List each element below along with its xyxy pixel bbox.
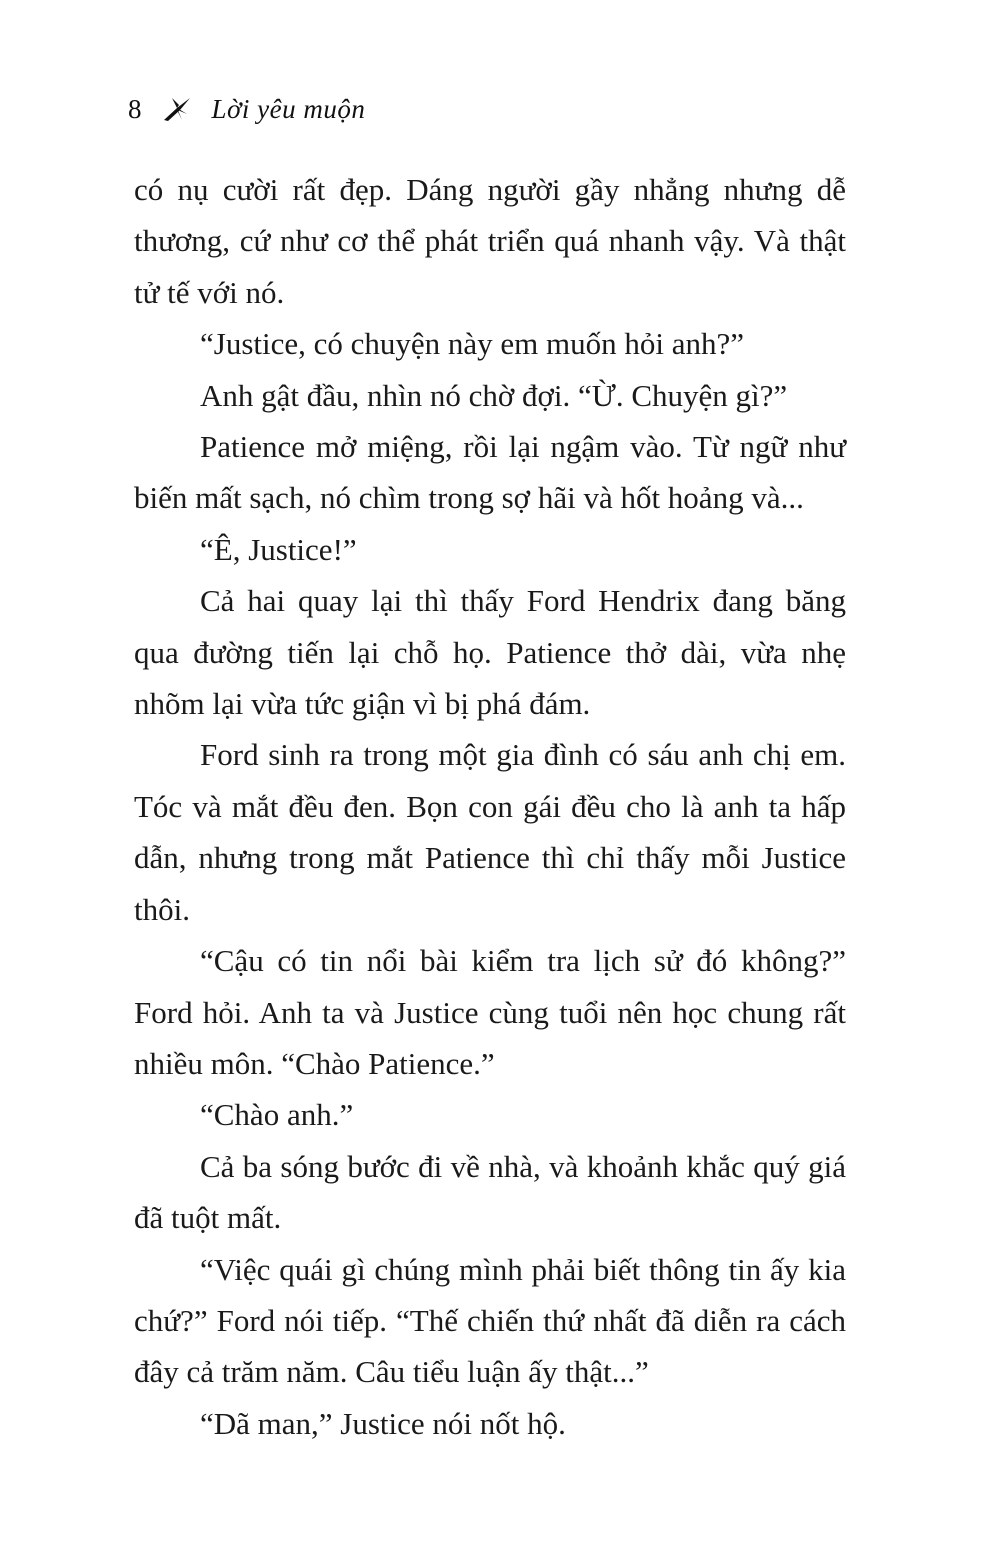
paragraph: Cả ba sóng bước đi về nhà, và khoảnh khắc quý giá đã tuột mất. xyxy=(134,1148,846,1236)
paragraph: “Ê, Justice!” xyxy=(200,531,357,567)
running-header xyxy=(128,92,365,126)
body-text xyxy=(134,164,846,1449)
paragraph: “Chào anh.” xyxy=(200,1097,354,1133)
paragraph: “Dã man,” Justice nói nốt hộ. xyxy=(200,1405,566,1441)
paragraph: Anh gật đầu, nhìn nó chờ đợi. “Ừ. Chuyện gì?” xyxy=(200,377,788,413)
page-number: 8 xyxy=(128,93,142,124)
paragraph: Cả hai quay lại thì thấy Ford Hendrix đang băng qua đường tiến lại chỗ họ. Patience thở dài, vừa nhẹ nhõm lại vừa tức giận vì bị phá đám. xyxy=(134,583,846,722)
paragraph: “Việc quái gì chúng mình phải biết thông tin ấy kia chứ?” Ford nói tiếp. “Thế chiến thứ nhất đã diễn ra cách đây cả trăm năm. Câu tiểu luận ấy thật...” xyxy=(134,1251,846,1390)
paragraph: Ford sinh ra trong một gia đình có sáu anh chị em. Tóc và mắt đều đen. Bọn con gái đều cho là anh ta hấp dẫn, nhưng trong mắt Patience thì chỉ thấy mỗi Justice thôi. xyxy=(134,737,846,927)
paragraph: “Justice, có chuyện này em muốn hỏi anh?” xyxy=(200,326,745,362)
paragraph: Patience mở miệng, rồi lại ngậm vào. Từ ngữ như biến mất sạch, nó chìm trong sợ hãi và hốt hoảng và... xyxy=(134,429,846,516)
paragraph: có nụ cười rất đẹp. Dáng người gầy nhẳng nhưng dễ thương, cứ như cơ thể phát triển quá nhanh vậy. Và thật tử tế với nó. xyxy=(134,172,846,310)
paragraph: “Cậu có tin nổi bài kiểm tra lịch sử đó không?” Ford hỏi. Anh ta và Justice cùng tuổi nên học chung rất nhiều môn. “Chào Patience.” xyxy=(134,943,846,1081)
book-title: Lời yêu muộn xyxy=(211,93,366,124)
pinwheel-icon xyxy=(160,94,194,124)
